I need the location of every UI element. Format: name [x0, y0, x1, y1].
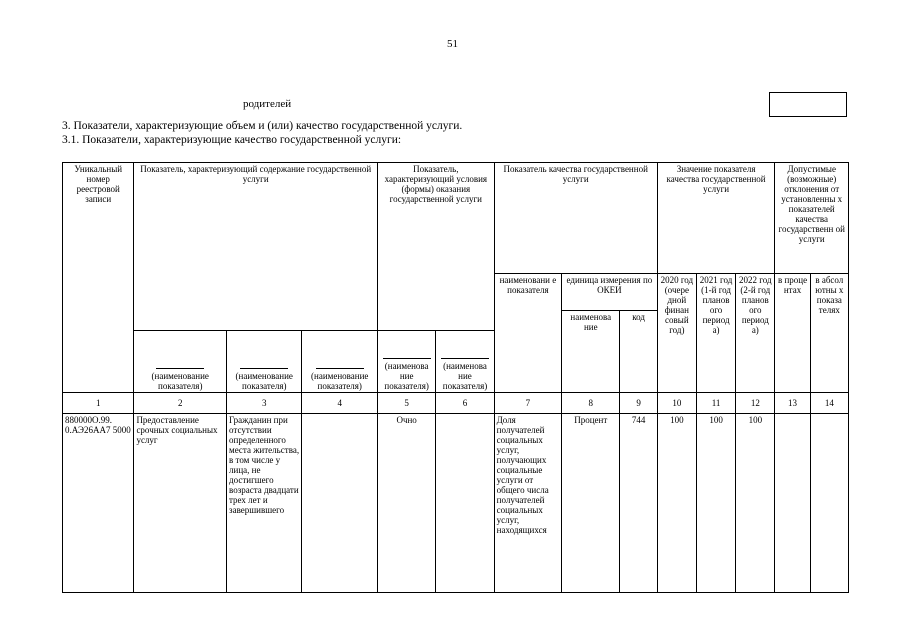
column-number: 6	[436, 393, 494, 414]
header-name-label-4: (наименование показателя)	[302, 331, 377, 393]
quality-indicators-table	[62, 162, 849, 593]
header-unique-number: Уникальный номер реестровой записи	[63, 163, 134, 393]
column-number: 13	[775, 393, 810, 414]
section-heading-3: 3. Показатели, характеризующие объем и (или) качество государственной услуги.	[62, 120, 463, 132]
cell-value-2022: 100	[736, 414, 775, 593]
cell-registry-number: 880000О.99. 0.АЭ26АА7 5000	[63, 414, 134, 593]
header-condition-indicator: Показатель, характеризующий условия (формы) оказания государственной услуги	[377, 163, 494, 331]
cell-value-2021: 100	[696, 414, 735, 593]
header-name-label-6: (наименова ние показателя)	[436, 331, 494, 393]
column-number: 5	[377, 393, 435, 414]
header-year-2022: 2022 год (2-й год планов ого период а)	[736, 274, 775, 393]
header-in-percent: в проце нтах	[775, 274, 810, 393]
column-number: 10	[657, 393, 696, 414]
cell-indicator: Доля получателей социальных услуг, получающих социальные услуги от общего числа получателей социальных услуг, находящихся	[494, 414, 561, 593]
header-indicator-name: наименовани е показателя	[494, 274, 561, 393]
column-number: 1	[63, 393, 134, 414]
cell-service: Предоставление срочных социальных услуг	[134, 414, 227, 593]
header-quality-indicator: Показатель качества государственной услуги	[494, 163, 657, 274]
cell-category: Гражданин при отсутствии определенного места жительства, в том числе у лица, не достигшего возраста двадцати трех лет и завершившего	[227, 414, 302, 593]
header-year-2020: 2020 год (очере дной финан совый год)	[657, 274, 696, 393]
header-deviation: Допустимые (возможные) отклонения от установленны х показателей качества государственн ой услуги	[775, 163, 849, 274]
cell-col4	[302, 414, 377, 593]
header-name-label-2: (наименование показателя)	[134, 331, 227, 393]
column-number: 12	[736, 393, 775, 414]
header-in-absolute: в абсол ютны х показа телях	[810, 274, 848, 393]
header-value-indicator: Значение показателя качества государственной услуги	[657, 163, 775, 274]
heading-fragment: родителей	[243, 98, 292, 110]
header-name-label-5: (наименова ние показателя)	[377, 331, 435, 393]
section-heading-3-1: 3.1. Показатели, характеризующие качество государственной услуги:	[62, 134, 402, 146]
column-number: 11	[696, 393, 735, 414]
cell-value-2020: 100	[657, 414, 696, 593]
column-number: 9	[620, 393, 657, 414]
column-number: 4	[302, 393, 377, 414]
cell-code: 744	[620, 414, 657, 593]
column-number: 7	[494, 393, 561, 414]
cell-form: Очно	[377, 414, 435, 593]
header-name-label-3: (наименование показателя)	[227, 331, 302, 393]
header-unit-code: код	[620, 311, 657, 393]
cell-deviation-percent	[775, 414, 810, 593]
column-number: 3	[227, 393, 302, 414]
header-content-indicator: Показатель, характеризующий содержание государственной услуги	[134, 163, 378, 331]
page-number: 51	[447, 38, 458, 50]
cell-col6	[436, 414, 494, 593]
column-number: 14	[810, 393, 848, 414]
header-unit-name: наименова ние	[562, 311, 620, 393]
cell-deviation-absolute	[810, 414, 848, 593]
column-number: 8	[562, 393, 620, 414]
header-unit-okei: единица измерения по ОКЕИ	[562, 274, 658, 311]
header-year-2021: 2021 год (1-й год планов ого период а)	[696, 274, 735, 393]
code-box	[769, 92, 847, 117]
column-number: 2	[134, 393, 227, 414]
cell-unit: Процент	[562, 414, 620, 593]
